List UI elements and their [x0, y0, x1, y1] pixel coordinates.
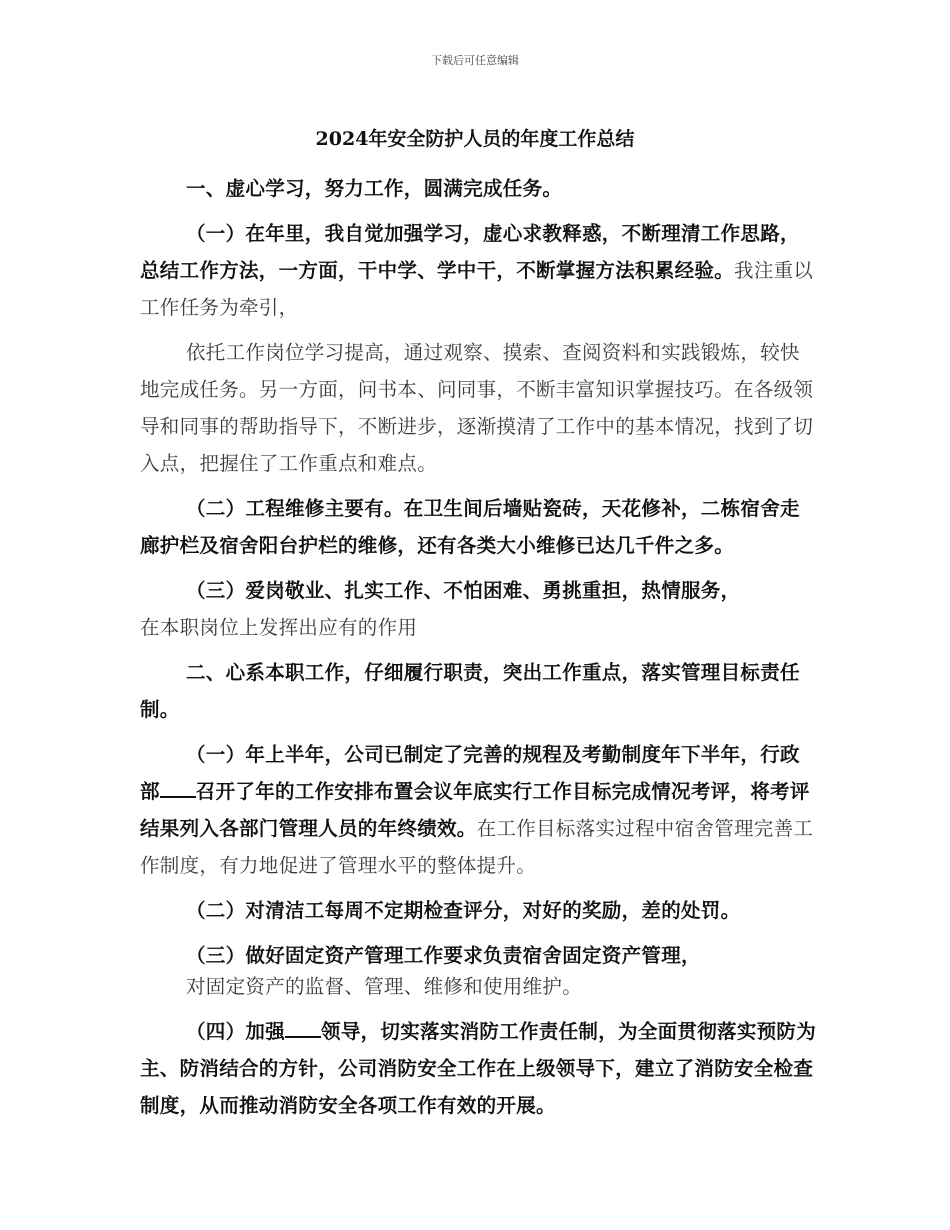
- section-1-paragraph-4-cont: 在本职岗位上发挥出应有的作用: [140, 616, 418, 639]
- paragraph-normal-text: 在工作目标落实过程中宿舍管理完善工作制度，有力地促进了管理水平的整体提升。: [140, 817, 814, 877]
- paragraph-bold-text: 领导，切实落实消防工作责任制，为全面贯彻落实预防为主、防消结合的方针，公司消防安全工作在上级领导下，建立了消防安全检查制度，从而推动消防安全各项工作有效的开展。: [140, 1020, 817, 1117]
- paragraph-bold-text: （一）年上半年，公司已制定了完善的规程及考勤制度年下半年，行政部: [140, 743, 800, 803]
- paragraph-bold-text: （一）在年里，我自觉加强学习，虚心求教释惑，不断理清工作思路，总结工作方法，一方面，干中学、学中干，不断掌握方法积累经验。: [140, 222, 800, 282]
- fill-blank-line: [285, 1035, 321, 1038]
- section-1-paragraph-4: （三）爱岗敬业、扎实工作、不怕困难、勇挑重担，热情服务，: [186, 579, 741, 602]
- document-title: 2024年安全防护人员的年度工作总结: [315, 128, 635, 150]
- section-1-paragraph-2: 依托工作岗位学习提高，通过观察、摸索、查阅资料和实践锻炼，较快地完成任务。另一方面，问书本、问同事，不断丰富知识掌握技巧。在各级领导和同事的帮助指导下，不断进步，逐渐摸清了工作中的基本情况，找到了切入点，把握住了工作重点和难点。: [140, 341, 814, 475]
- paragraph-bold-text: 召开了年的工作安排布置会议年底实行工作目标完成情况考评，将考评结果列入各部门管理人员的年终绩效。: [140, 780, 810, 840]
- section-1-heading: 一、虚心学习，努力工作，圆满完成任务。: [186, 177, 563, 200]
- page-header-note: 下载后可任意编辑: [431, 54, 519, 67]
- section-1-paragraph-3: （二）工程维修主要有。在卫生间后墙贴瓷砖，天花修补，二栋宿舍走廊护栏及宿舍阳台护栏的维修，还有各类大小维修已达几千件之多。: [140, 497, 800, 557]
- section-2-paragraph-2: （二）对清洁工每周不定期检查评分，对好的奖励，差的处罚。: [186, 899, 741, 922]
- section-2-heading: 二、心系本职工作，仔细履行职责，突出工作重点，落实管理目标责任制。: [140, 661, 800, 721]
- section-2-paragraph-1: [140, 736, 818, 884]
- section-1-paragraph-1: [140, 215, 818, 326]
- document-body: [140, 170, 818, 1132]
- paragraph-bold-text: （四）加强: [186, 1020, 286, 1043]
- section-2-paragraph-3-cont: 对固定资产的监督、管理、维修和使用维护。: [186, 975, 583, 998]
- fill-blank-line: [160, 795, 196, 798]
- section-2-paragraph-3: （三）做好固定资产管理工作要求负责宿舍固定资产管理，: [186, 944, 701, 967]
- section-2-paragraph-4: [140, 1013, 818, 1124]
- paragraph-normal-text: 我注重以工作任务为牵引，: [140, 259, 814, 319]
